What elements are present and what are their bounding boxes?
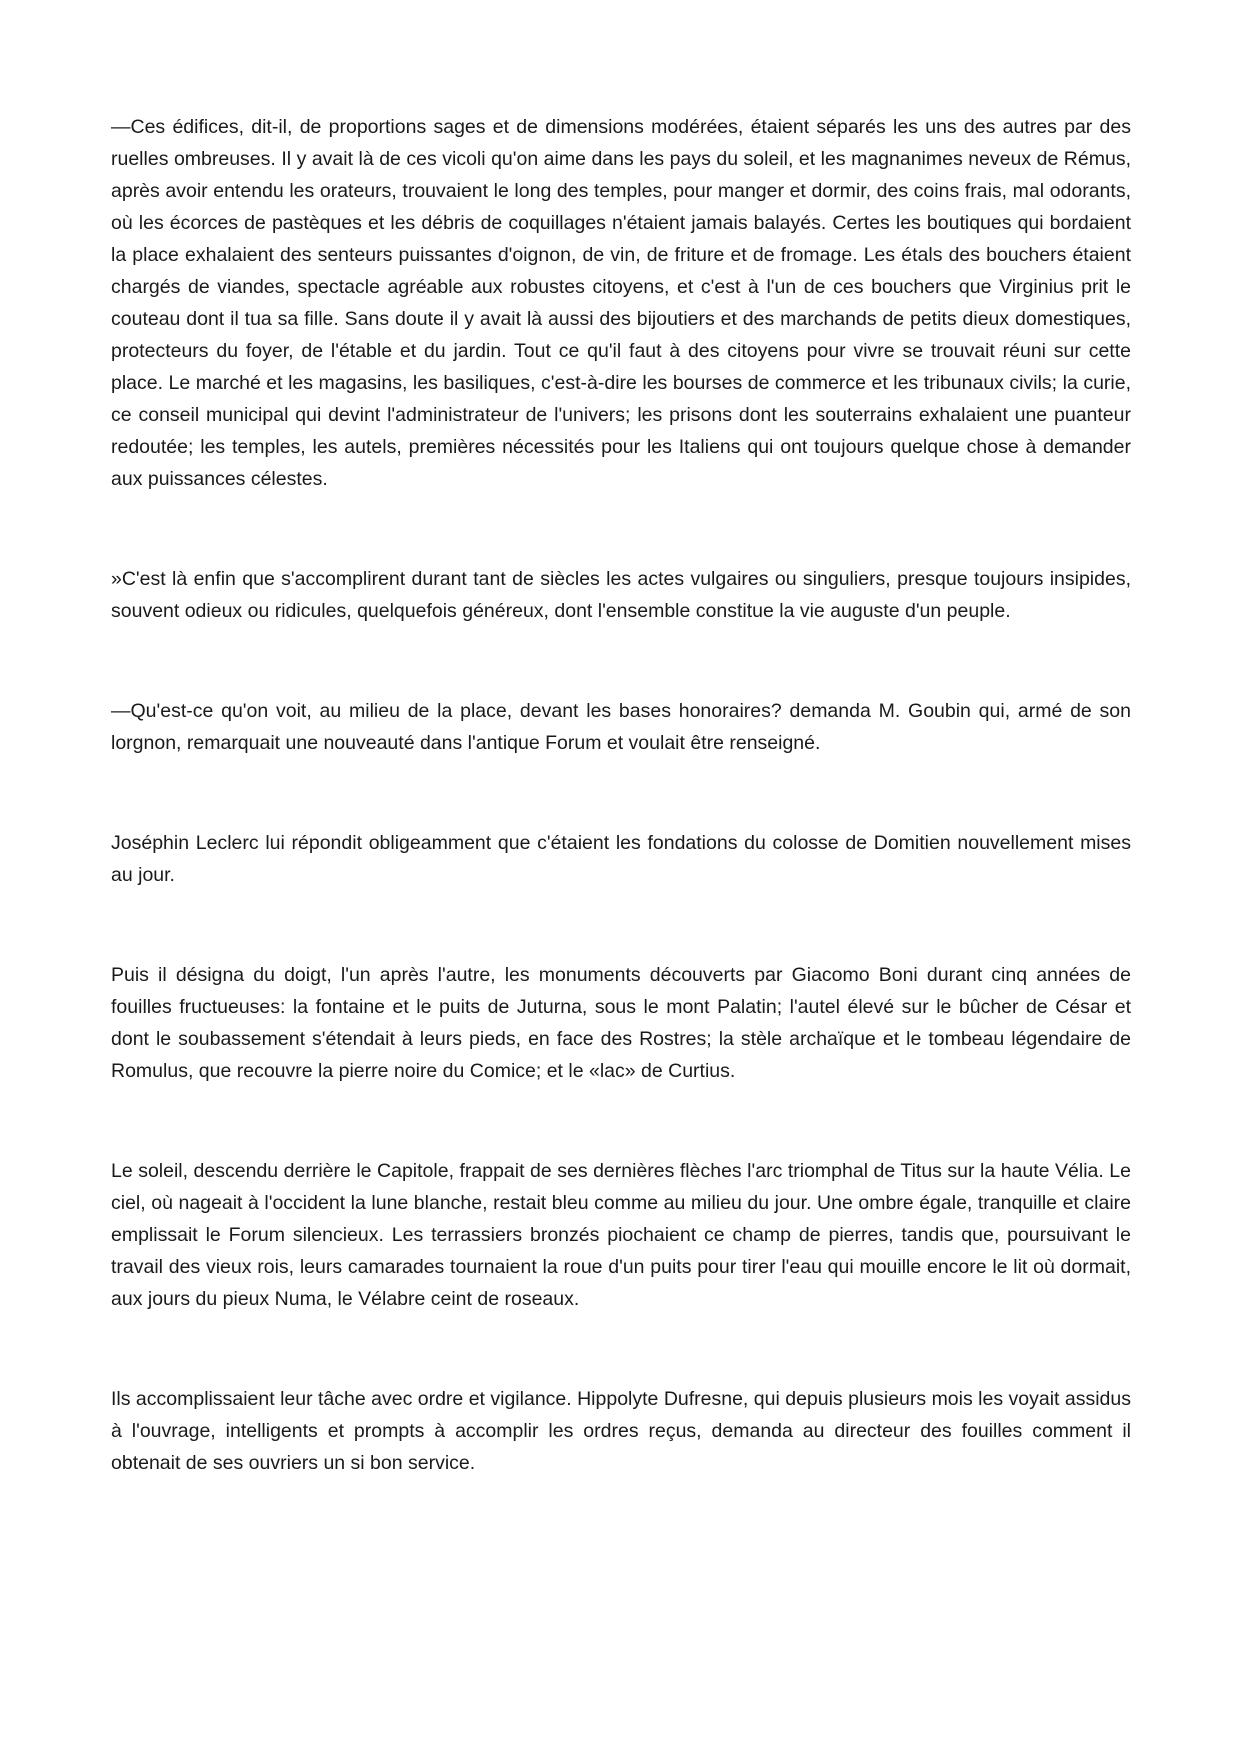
paragraph-ouvriers: Ils accomplissaient leur tâche avec ordre et vigilance. Hippolyte Dufresne, qui depuis plusieurs mois les voyait assidus à l'ouvrage, intelligents et prompts à accomplir les ordres reçus, demanda au directeur des fouilles comment il obtenait de ses ouvriers un si bon service. [111,1388,1131,1474]
paragraph-monuments: Puis il désigna du doigt, l'un après l'autre, les monuments découverts par Giacomo Boni durant cinq années de fouilles fructueuses: la fontaine et le puits de Juturna, sous le mont Palatin; l'autel élevé sur le bûcher de César et dont le soubassement s'étendait à leurs pieds, en face des Rostres; la stèle archaïque et le tombeau légendaire de Romulus, que recouvre la pierre noire du Comice; et le «lac» de Curtius. [111,964,1131,1082]
paragraph-edifices: —Ces édifices, dit-il, de proportions sages et de dimensions modérées, étaient séparés les uns des autres par des ruelles ombreuses. Il y avait là de ces vicoli qu'on aime dans les pays du soleil, et les magnanimes neveux de Rémus, après avoir entendu les orateurs, trouvaient le long des temples, pour manger et dormir, des coins frais, mal odorants, où les écorces de pastèques et les débris de coquillages n'étaient jamais balayés. Certes les boutiques qui bordaient la place exhalaient des senteurs puissantes d'oignon, de vin, de friture et de fromage. Les étals des bouchers étaient chargés de viandes, spectacle agréable aux robustes citoyens, et c'est à l'un de ces bouchers que Virginius prit le couteau dont il tua sa fille. Sans doute il y avait là aussi des bijoutiers et des marchands de petits dieux domestiques, protecteurs du foyer, de l'étable et du jardin. Tout ce qu'il faut à des citoyens pour vivre se trouvait réuni sur cette place. Le marché et les magasins, les basiliques, c'est-à-dire les bourses de commerce et les tribunaux civils; la curie, ce conseil municipal qui devint l'administrateur de l'univers; les prisons dont les souterrains exhalaient une puanteur redoutée; les temples, les autels, premières nécessités pour les Italiens qui ont toujours quelque chose à demander aux puissances célestes. [111,116,1131,490]
paragraph-leclerc-answer: Joséphin Leclerc lui répondit obligeamment que c'étaient les fondations du colosse de Domitien nouvellement mises au jour. [111,832,1131,886]
paragraph-goubin-question: —Qu'est-ce qu'on voit, au milieu de la place, devant les bases honoraires? demanda M. Goubin qui, armé de son lorgnon, remarquait une nouveauté dans l'antique Forum et voulait être renseigné. [111,700,1131,754]
paragraph-soleil: Le soleil, descendu derrière le Capitole, frappait de ses dernières flèches l'arc triomphal de Titus sur la haute Vélia. Le ciel, où nageait à l'occident la lune blanche, restait bleu comme au milieu du jour. Une ombre égale, tranquille et claire emplissait le Forum silencieux. Les terrassiers bronzés piochaient ce champ de pierres, tandis que, poursuivant le travail des vieux rois, leurs camarades tournaient la roue d'un puits pour tirer l'eau qui mouille encore le lit où dormait, aux jours du pieux Numa, le Vélabre ceint de roseaux. [111,1160,1131,1310]
paragraph-actes-vulgaires: »C'est là enfin que s'accomplirent durant tant de siècles les actes vulgaires ou singuliers, presque toujours insipides, souvent odieux ou ridicules, quelquefois généreux, dont l'ensemble constitue la vie auguste d'un peuple. [111,568,1131,622]
document-page [111,111,1131,1479]
